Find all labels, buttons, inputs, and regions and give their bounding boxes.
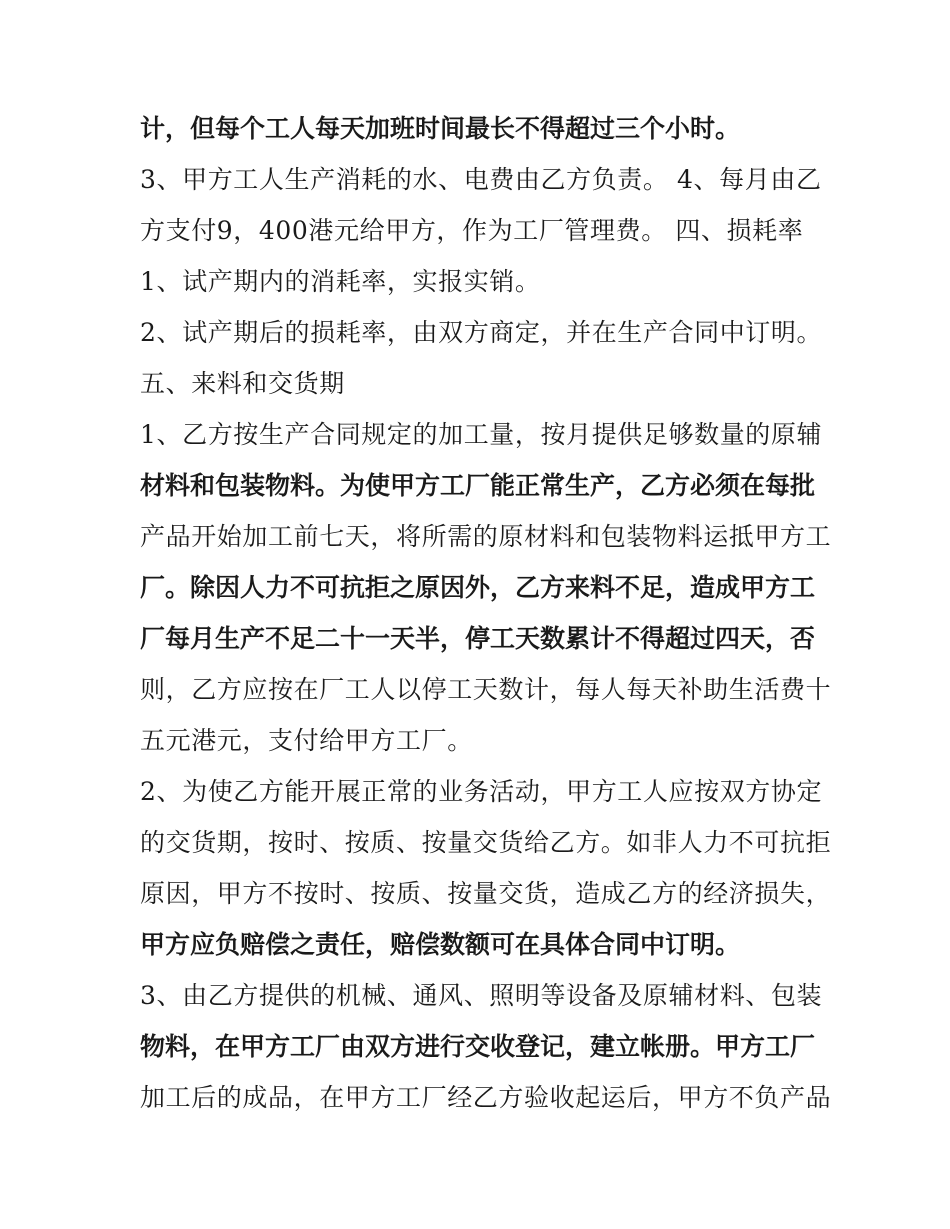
- text-line: 厂每月生产不足二十一天半，停工天数累计不得超过四天，否: [140, 624, 816, 653]
- text-line: 3、由乙方提供的机械、通风、照明等设备及原辅材料、包装: [140, 981, 823, 1010]
- text-line: 1、试产期内的消耗率，实报实销。: [140, 267, 541, 296]
- text-line: 厂。除因人力不可抗拒之原因外，乙方来料不足，造成甲方工: [140, 573, 816, 602]
- text-line: 材料和包装物料。为使甲方工厂能正常生产，乙方必须在每批: [140, 471, 816, 500]
- text-line: 原因，甲方不按时、按质、按量交货，造成乙方的经济损失，: [140, 879, 832, 908]
- text-line: 则，乙方应按在厂工人以停工天数计，每人每天补助生活费十: [140, 675, 832, 704]
- text-line: 方支付9，400港元给甲方，作为工厂管理费。 四、损耗率: [140, 216, 804, 245]
- text-line: 3、甲方工人生产消耗的水、电费由乙方负责。 4、每月由乙: [140, 165, 822, 194]
- text-line: 的交货期，按时、按质、按量交货给乙方。如非人力不可抗拒: [140, 828, 832, 857]
- text-line: 加工后的成品，在甲方工厂经乙方验收起运后，甲方不负产品: [140, 1083, 832, 1112]
- text-line: 2、试产期后的损耗率，由双方商定，并在生产合同中订明。: [140, 318, 823, 347]
- text-line: 产品开始加工前七天，将所需的原材料和包装物料运抵甲方工: [140, 522, 832, 551]
- text-line: 1、乙方按生产合同规定的加工量，按月提供足够数量的原辅: [140, 420, 823, 449]
- text-line: 甲方应负赔偿之责任，赔偿数额可在具体合同中订明。: [140, 930, 741, 959]
- section-heading: 五、来料和交货期: [140, 369, 345, 398]
- text-line: 物料，在甲方工厂由双方进行交收登记，建立帐册。甲方工厂: [140, 1032, 816, 1061]
- text-line: 计，但每个工人每天加班时间最长不得超过三个小时。: [140, 114, 741, 143]
- text-line: 2、为使乙方能开展正常的业务活动，甲方工人应按双方协定: [140, 777, 823, 806]
- text-line: 五元港元，支付给甲方工厂。: [140, 726, 473, 755]
